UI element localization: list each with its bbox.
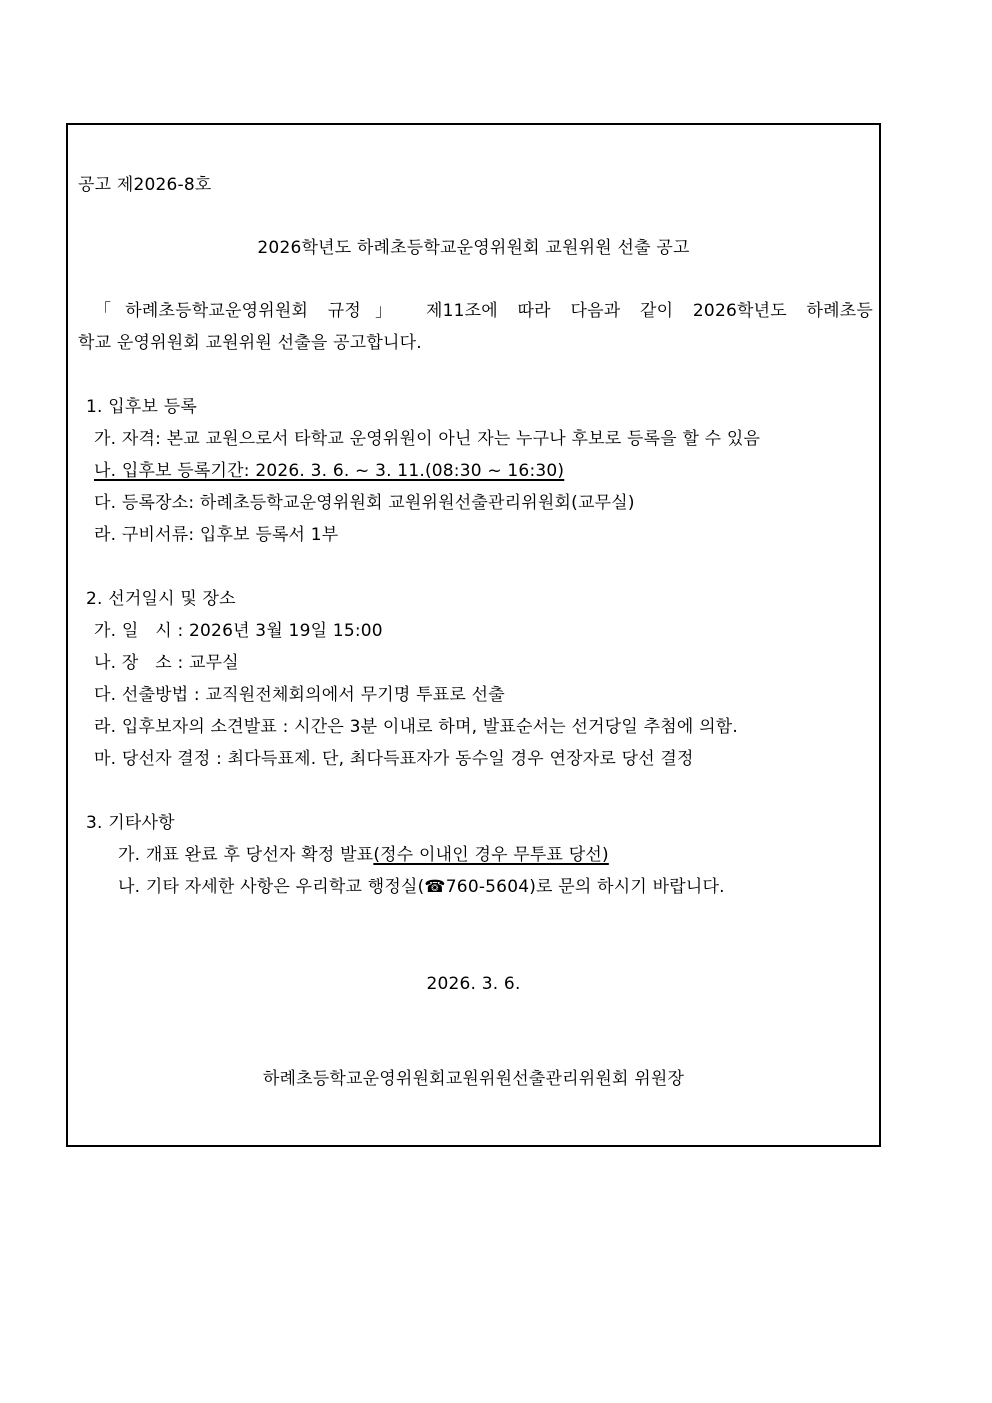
section-2-item-ga: 가. 일 시 : 2026년 3월 19일 15:00 bbox=[94, 621, 383, 641]
section-3-item-ga-text: 가. 개표 완료 후 당선자 확정 발표 bbox=[118, 845, 374, 865]
notice-frame bbox=[66, 123, 881, 1147]
section-2-item-ra: 라. 입후보자의 소견발표 : 시간은 3분 이내로 하며, 발표순서는 선거당일 추첨에 의함. bbox=[94, 717, 738, 737]
notice-number: 공고 제2026-8호 bbox=[78, 175, 212, 195]
section-1-item-ga: 가. 자격: 본교 교원으로서 타학교 운영위원이 아닌 자는 누구나 후보로 등록을 할 수 있음 bbox=[94, 429, 761, 449]
section-1-item-na: 나. 입후보 등록기간: 2026. 3. 6. ~ 3. 11.(08:30 ~ 16:30) bbox=[94, 461, 565, 481]
section-1-heading: 1. 입후보 등록 bbox=[86, 397, 197, 417]
section-3-item-na: 나. 기타 자세한 사항은 우리학교 행정실(☎760-5604)로 문의 하시기 바랍니다. bbox=[118, 877, 725, 897]
section-3-item-ga-emphasis: (정수 이내인 경우 무투표 당선) bbox=[373, 845, 609, 865]
intro-line-2: 학교 운영위원회 교원위원 선출을 공고합니다. bbox=[78, 333, 422, 353]
section-2-heading: 2. 선거일시 및 장소 bbox=[86, 589, 236, 609]
section-3-heading: 3. 기타사항 bbox=[86, 813, 175, 833]
section-1-item-da: 다. 등록장소: 하례초등학교운영위원회 교원위원선출관리위원회(교무실) bbox=[94, 493, 635, 513]
section-2-item-na: 나. 장 소 : 교무실 bbox=[94, 653, 239, 673]
section-2-item-da: 다. 선출방법 : 교직원전체회의에서 무기명 투표로 선출 bbox=[94, 685, 505, 705]
notice-title: 2026학년도 하례초등학교운영위원회 교원위원 선출 공고 bbox=[257, 238, 690, 258]
section-2-item-ma: 마. 당선자 결정 : 최다득표제. 단, 최다득표자가 동수일 경우 연장자로 당선 결정 bbox=[94, 749, 694, 769]
notice-date: 2026. 3. 6. bbox=[426, 974, 521, 994]
section-3-item-ga bbox=[118, 844, 609, 866]
section-1-item-ra: 라. 구비서류: 입후보 등록서 1부 bbox=[94, 525, 339, 545]
signature: 하례초등학교운영위원회교원위원선출관리위원회 위원장 bbox=[262, 1069, 685, 1089]
intro-line-1: 「하례초등학교운영위원회 규정」 제11조에 따라 다음과 같이 2026학년도 하례초등 bbox=[94, 301, 873, 321]
